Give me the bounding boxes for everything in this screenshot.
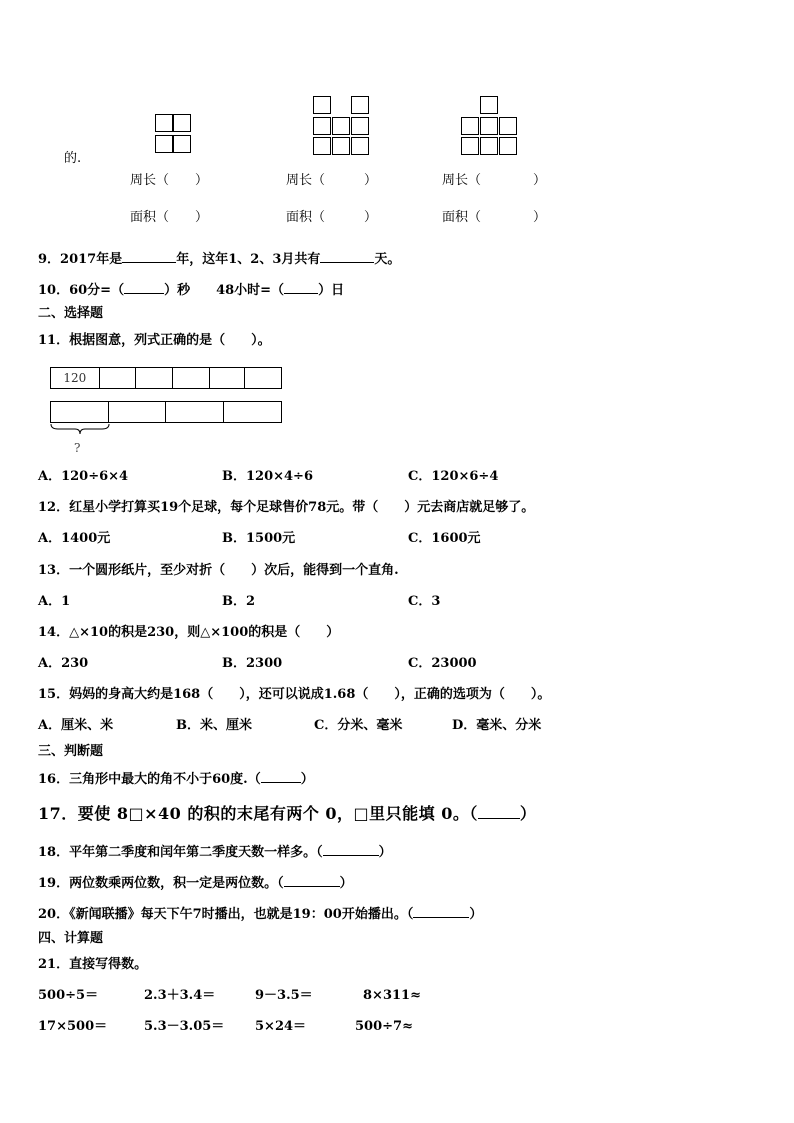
q15-option-c[interactable]: C．分米、毫米 <box>314 718 403 733</box>
question-16: 16．三角形中最大的角不小于60度.（ ） <box>38 772 314 787</box>
question-13: 13．一个圆形纸片，至少对折（ ）次后，能得到一个直角. <box>38 563 399 578</box>
question-10: 10．60分=（ ）秒 48小时=（ ）日 <box>38 283 345 298</box>
bar-cell-label: 120 <box>51 368 100 388</box>
q13-option-a[interactable]: A．1 <box>38 594 71 609</box>
q15-option-a[interactable]: A．厘米、米 <box>38 718 114 733</box>
q12-option-c[interactable]: C．1600元 <box>408 531 481 546</box>
answer-blank[interactable] <box>284 281 318 294</box>
q15-option-d[interactable]: D．毫米、分米 <box>452 718 542 733</box>
section-calc: 四、计算题 <box>38 931 104 946</box>
question-17: 17．要使 8□×40 的积的末尾有两个 0，□里只能填 0。（ ） <box>38 804 537 823</box>
calc-item: 17×500＝ <box>38 1019 108 1034</box>
q14-option-c[interactable]: C．23000 <box>408 656 477 671</box>
q12-option-b[interactable]: B．1500元 <box>222 531 296 546</box>
calc-item: 500÷5＝ <box>38 988 99 1003</box>
q14-option-b[interactable]: B．2300 <box>222 656 283 671</box>
calc-item: 8×311≈ <box>363 988 421 1003</box>
question-15: 15．妈妈的身高大约是168（ ），还可以说成1.68（ ），正确的选项为（ ）。 <box>38 687 551 702</box>
q11-option-c[interactable]: C．120×6÷4 <box>408 469 499 484</box>
answer-blank[interactable] <box>478 804 520 819</box>
q8-shape2-area: 面积（ ） <box>286 210 378 225</box>
question-9: 9．2017年是 年，这年1、2、3月共有 天。 <box>38 252 401 267</box>
q8-shape1-area: 面积（ ） <box>130 210 209 225</box>
shape-grid-3 <box>461 96 519 159</box>
q14-option-a[interactable]: A．230 <box>38 656 89 671</box>
question-12: 12．红星小学打算买19个足球，每个足球售价78元。带（ ）元去商店就足够了。 <box>38 500 535 515</box>
q8-shape3-perimeter: 周长（ ） <box>442 173 547 188</box>
question-14: 14．△×10的积是230，则△×100的积是（ ） <box>38 625 340 640</box>
shape-grid-1 <box>155 114 193 158</box>
q12-option-a[interactable]: A．1400元 <box>38 531 111 546</box>
calc-item: 5.3－3.05＝ <box>144 1019 225 1034</box>
q8-shape3-area: 面积（ ） <box>442 210 547 225</box>
q8-lead: 的. <box>64 151 82 166</box>
answer-blank[interactable] <box>320 250 374 263</box>
q11-option-b[interactable]: B．120×4÷6 <box>222 469 314 484</box>
shape-grid-2 <box>313 96 371 159</box>
answer-blank[interactable] <box>124 281 164 294</box>
q13-option-c[interactable]: C．3 <box>408 594 441 609</box>
brace-icon <box>50 423 112 437</box>
brace-label: ? <box>74 441 81 455</box>
calc-item: 5×24＝ <box>255 1019 307 1034</box>
calc-item: 500÷7≈ <box>355 1019 413 1034</box>
answer-blank[interactable] <box>261 770 301 783</box>
q8-shape1-perimeter: 周长（ ） <box>130 173 209 188</box>
q13-option-b[interactable]: B．2 <box>222 594 256 609</box>
section-judge: 三、判断题 <box>38 744 104 759</box>
answer-blank[interactable] <box>323 843 379 856</box>
section-choice: 二、选择题 <box>38 306 104 321</box>
answer-blank[interactable] <box>122 250 176 263</box>
calc-item: 2.3＋3.4＝ <box>144 988 216 1003</box>
question-20: 20．《新闻联播》每天下午7时播出，也就是19：00开始播出。（ ） <box>38 907 483 922</box>
answer-blank[interactable] <box>284 874 340 887</box>
answer-blank[interactable] <box>413 905 469 918</box>
question-11: 11．根据图意，列式正确的是（ ）。 <box>38 333 271 348</box>
question-18: 18．平年第二季度和闰年第二季度天数一样多。（ ） <box>38 845 392 860</box>
q11-option-a[interactable]: A．120÷6×4 <box>38 469 129 484</box>
bar-model-bottom <box>50 401 282 423</box>
q15-option-b[interactable]: B．米、厘米 <box>176 718 252 733</box>
calc-item: 9－3.5＝ <box>255 988 313 1003</box>
question-19: 19．两位数乘两位数，积一定是两位数。（ ） <box>38 876 353 891</box>
question-21: 21．直接写得数。 <box>38 957 148 972</box>
bar-model-top <box>50 367 282 389</box>
q8-shape2-perimeter: 周长（ ） <box>286 173 378 188</box>
